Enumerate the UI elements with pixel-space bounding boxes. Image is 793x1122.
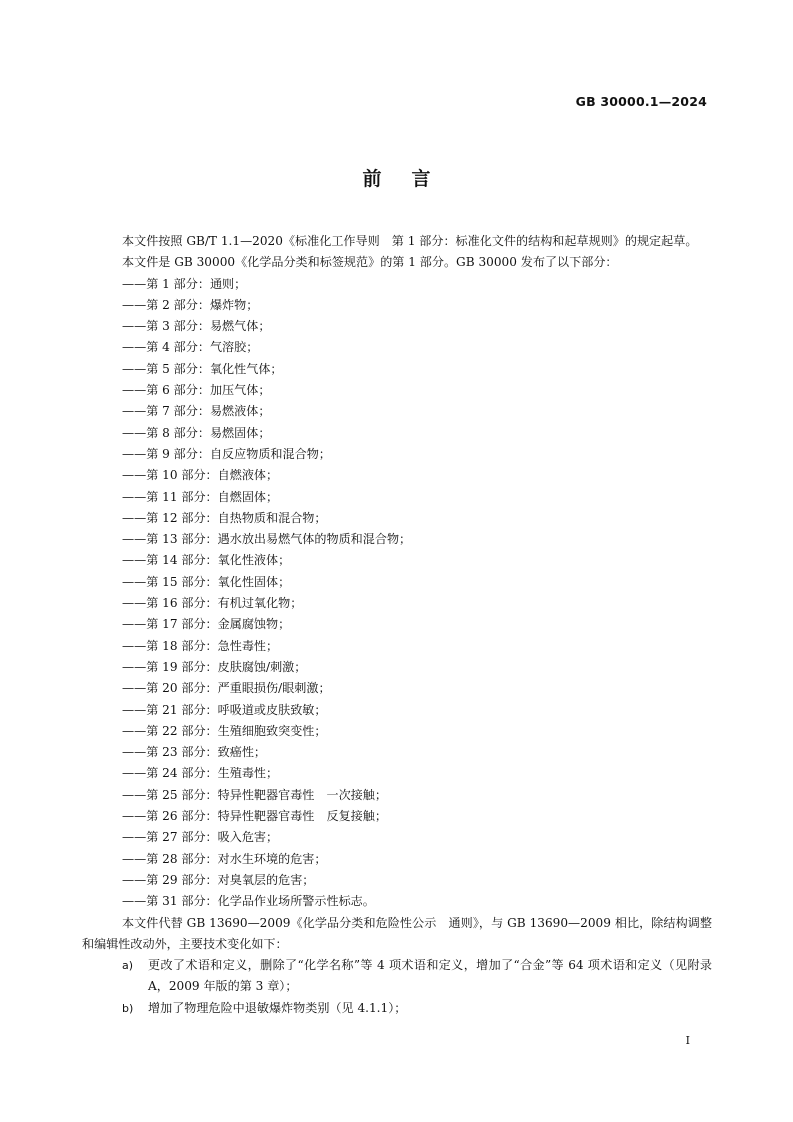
page-number: I [685, 1034, 690, 1047]
replaces-paragraph: 本文件代替 GB 13690—2009《化学品分类和危险性公示 通则》，与 GB 13690—2009 相比，除结构调整和编辑性改动外，主要技术变化如下： [82, 915, 712, 951]
part-item: ——第 11 部分：自燃固体； [122, 489, 279, 504]
part-item: ——第 6 部分：加压气体； [122, 383, 271, 398]
part-item: ——第 17 部分：金属腐蚀物； [122, 617, 291, 632]
part-item: ——第 27 部分：吸入危害； [122, 830, 279, 845]
drafting-rule-paragraph: 本文件按照 GB/T 1.1—2020《标准化工作导则 第 1 部分：标准化文件的结构和起草规则》的规定起草。 [122, 234, 698, 248]
parts-list [82, 274, 712, 913]
part-item: ——第 14 部分：氧化性液体； [122, 553, 291, 568]
part-item: ——第 19 部分：皮肤腐蚀/刺激； [122, 659, 307, 674]
part-item: ——第 20 部分：严重眼损伤/眼刺激； [122, 681, 331, 696]
part-item: ——第 25 部分：特异性靶器官毒性 一次接触； [122, 787, 387, 802]
part-item: ——第 23 部分：致癌性； [122, 745, 267, 760]
part-item: ——第 31 部分：化学品作业场所警示性标志。 [122, 894, 375, 909]
change-item [82, 998, 712, 1019]
part-item: ——第 1 部分：通则； [122, 276, 247, 291]
part-item: ——第 22 部分：生殖细胞致突变性； [122, 723, 327, 738]
part-item: ——第 28 部分：对水生环境的危害； [122, 851, 327, 866]
part-item: ——第 16 部分：有机过氧化物； [122, 596, 303, 611]
part-item: ——第 10 部分：自燃液体； [122, 468, 279, 483]
part-item: ——第 24 部分：生殖毒性； [122, 766, 279, 781]
page-title: 前言 [362, 168, 461, 190]
part-item: ——第 5 部分：氧化性气体； [122, 361, 283, 376]
part-item: ——第 3 部分：易燃气体； [122, 319, 271, 334]
change-item [82, 955, 712, 998]
change-text: 更改了术语和定义，删除了“化学名称”等 4 项术语和定义，增加了“合金”等 64 项术语和定义（见附录 A，2009 年版的第 3 章）； [148, 958, 712, 994]
part-item: ——第 29 部分：对臭氧层的危害； [122, 872, 315, 887]
part-item: ——第 18 部分：急性毒性； [122, 638, 279, 653]
part-item: ——第 21 部分：呼吸道或皮肤致敏； [122, 702, 327, 717]
part-item: ——第 7 部分：易燃液体； [122, 404, 271, 419]
change-text: 增加了物理危险中退敏爆炸物类别（见 4.1.1）； [148, 1000, 407, 1015]
document-body [82, 231, 712, 1019]
change-marker: b) [122, 1001, 134, 1015]
part-intro-paragraph: 本文件是 GB 30000《化学品分类和标签规范》的第 1 部分。GB 30000 发布了以下部分： [122, 255, 618, 270]
changes-list [82, 955, 712, 1019]
part-item: ——第 8 部分：易燃固体； [122, 425, 271, 440]
part-item: ——第 13 部分：遇水放出易燃气体的物质和混合物； [122, 532, 412, 547]
part-item: ——第 15 部分：氧化性固体； [122, 574, 291, 589]
standard-number: GB 30000.1—2024 [575, 94, 707, 109]
change-marker: a) [122, 959, 134, 973]
part-item: ——第 9 部分：自反应物质和混合物； [122, 446, 331, 461]
part-item: ——第 26 部分：特异性靶器官毒性 反复接触； [122, 809, 387, 824]
part-item: ——第 4 部分：气溶胶； [122, 340, 259, 355]
part-item: ——第 12 部分：自热物质和混合物； [122, 510, 327, 525]
part-item: ——第 2 部分：爆炸物； [122, 297, 259, 312]
